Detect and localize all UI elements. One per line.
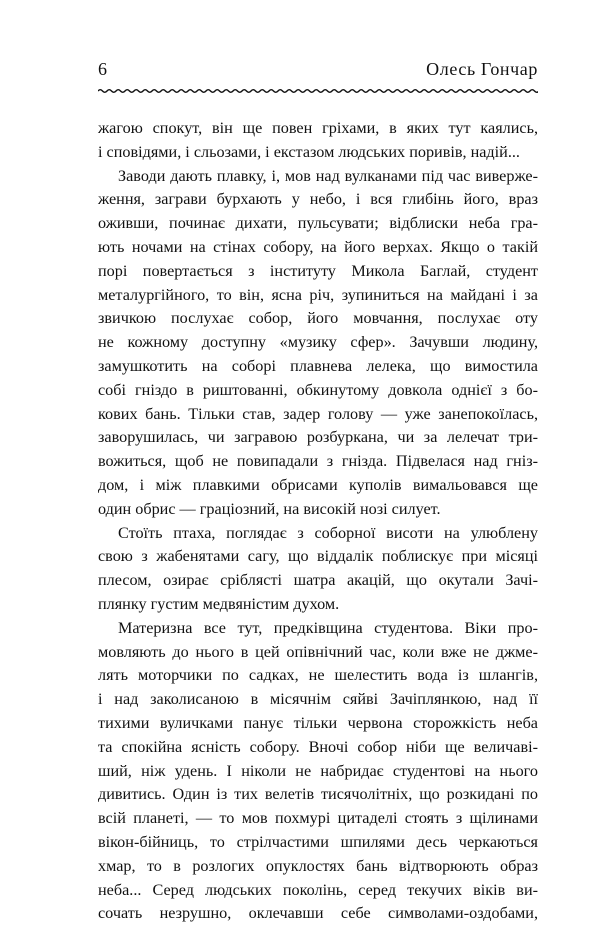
text-line: вікон-бійниць, то стрілчастими шпилями десь черкаються: [98, 832, 538, 851]
page-number: 6: [98, 59, 107, 79]
text-line: сочать незрушно, оклечавши себе символами-оздобами,: [98, 904, 538, 923]
running-title: Олесь Гончар: [426, 59, 538, 79]
wavy-rule: [98, 86, 538, 96]
text-line: неба... Серед людських поколінь, серед текучих віків ви-: [98, 880, 538, 899]
text-line: ження, заграви бурхають у небо, і вся глибінь його, враз: [98, 190, 538, 209]
text-line: лять моторчики по садках, не шелестить вода із шлангів,: [98, 666, 538, 685]
text-line: вожиться, щоб не повипадали з гнізда. Підвелася над гніз-: [98, 452, 538, 471]
text-line: не кожному доступну «музику сфер». Зачувши людину,: [98, 333, 538, 352]
text-line: плесом, озирає сріблясті шатра акацій, що окутали Зачі-: [98, 571, 538, 590]
text-line: металургійного, то він, ясна річ, зупиниться на майдані і за: [98, 285, 538, 304]
text-line: та спокійна ясність собору. Вночі собор ніби ще величаві-: [98, 737, 538, 756]
text-line: свою з жабенятами сагу, що віддалік поблискує при місяці: [98, 547, 538, 566]
text-line: кових бань. Тільки став, задер голову — уже занепокоїлась,: [98, 404, 538, 423]
text-line: жагою спокут, він ще повен гріхами, в яких тут каялись,: [98, 119, 538, 137]
text-line: дом, і між плавкими обрисами куполів вимальовався ще: [98, 475, 538, 494]
text-line: Заводи дають плавку, і, мов над вулканами під час виверже-: [118, 166, 538, 185]
text-line: заворушилась, чи загравою розбуркана, чи за лелечат три-: [98, 428, 538, 447]
running-header: [98, 57, 538, 87]
text-line: тихими вуличками панує тільки червона сторожкість неба: [98, 713, 538, 732]
body-text: [98, 117, 538, 926]
text-line: дивитись. Один із тих велетів тисячолітніх, що розкидані по: [98, 785, 538, 804]
text-line: замушкотить на соборі плавнева лелека, що вимостила: [98, 356, 538, 375]
text-line: плянку густим медвяністим духом.: [98, 594, 340, 613]
text-line: собі гніздо в риштованні, обкинутому довкола однієї з бо-: [98, 380, 538, 399]
text-line: порі повертається з інституту Микола Баглай, студент: [98, 261, 538, 280]
text-line: і над заколисаною в місячнім сяйві Зачіплянкою, над її: [98, 690, 538, 709]
text-line: Материзна все тут, предківщина студентова. Віки про-: [118, 618, 538, 637]
text-line: ють ночами на стінах собору, на його верхах. Якщо о такій: [98, 237, 538, 256]
text-line: Стоїть птаха, поглядає з соборної висоти на улюблену: [118, 523, 538, 542]
text-line: і сповідями, і сльозами, і екстазом людських поривів, надій...: [98, 142, 520, 161]
text-line: мовляють до нього в цей опівнічний час, коли вже не джме-: [98, 642, 538, 661]
text-line: один обрис — граціозний, на високій нозі силует.: [98, 499, 441, 518]
text-line: оживши, починає дихати, пульсувати; відблиски неба гра-: [98, 214, 538, 233]
text-line: всій планеті, — то мов похмурі цитаделі стоять з щілинами: [98, 809, 538, 828]
text-line: хмар, то в розлогих опуклостях бань відтворюють образ: [98, 856, 538, 875]
text-line: ший, ніж удень. І ніколи не набридає студентові на нього: [98, 761, 538, 780]
text-line: звичкою послухає собор, його мовчання, послухає оту: [98, 309, 538, 328]
